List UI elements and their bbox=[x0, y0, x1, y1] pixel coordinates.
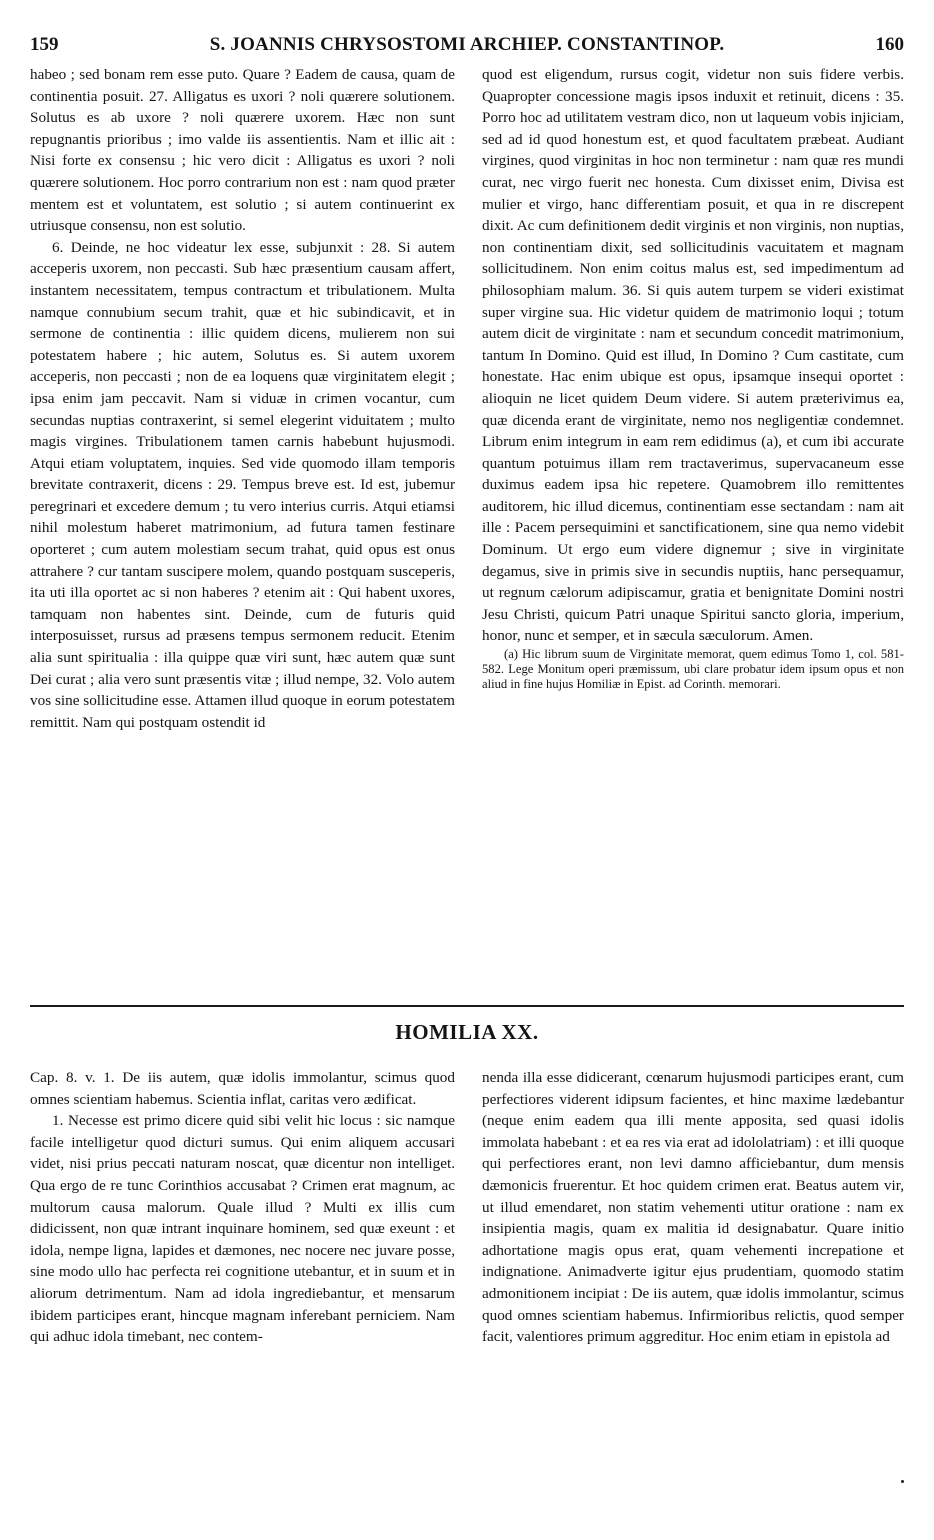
column-bottom-right bbox=[482, 1067, 904, 1348]
page-header bbox=[30, 34, 904, 58]
column-top-right bbox=[482, 64, 904, 693]
homily-title: HOMILIA XX. bbox=[395, 1020, 539, 1044]
page-number-right: 160 bbox=[875, 34, 904, 55]
running-title: S. JOANNIS CHRYSOSTOMI ARCHIEP. CONSTANTINOP. bbox=[209, 34, 725, 55]
paragraph: nenda illa esse didicerant, cœnarum hujusmodi participes erant, cum perfectiores viderent idipsum facientes, et hinc maxime lædebantur (neque enim eadem qua illi mente apposita, sed quasi idolis immolata habebant : et ea res via erat ad idololatriam) : et illi quoque qui perfectiores erant, non levi damno afficiebantur, dum mensis dæmonicis fruerentur. Et hoc quidem crimen erat. Beatus autem vir, ut illud emendaret, non statim vehementi utitur oratione : nam ex insipientia magis, quam ex malitia id designabatur. Quare initio adhortatione magis opus erat, quam vehementi increpatione et indignatione. Animadverte igitur ejus prudentiam, quomodo statim admonitionem incipiat : De iis autem, quæ idolis immolantur, scimus quod omnes scientiam habemus. Infirmioribus relictis, quod semper facit, valentiores primum aggreditur. Hoc enim etiam in epistola ad bbox=[482, 1069, 904, 1346]
page-number-left: 159 bbox=[30, 34, 59, 55]
paragraph: 1. Necesse est primo dicere quid sibi velit hic locus : sic namque facile intelligetur quod dicturi sumus. Qui enim aliquem accusari videt, nisi prius peccati naturam noscat, quæ dicentur non intelliget. Qua ergo de re tunc Corinthios accusabat ? Crimen erat magnum, ac multorum causa malorum. Quale illud ? Multi ex illis cum didicissent, non quæ intrant inquinare hominem, sed quæ exeunt : et idola, nempe ligna, lapides et dæmones, nec nocere nec juvare posse, sine modo ullo hac perfecta rei cognitione utebantur, et in suum et in aliorum detrimentum. Nam ad idola ingrediebantur, et mensarum ibidem participes erant, hincque magnam inferebant perniciem. Nam qui adhuc idola timebant, nec contem- bbox=[30, 1112, 455, 1346]
chapter-heading: Cap. 8. v. 1. De iis autem, quæ idolis immolantur, scimus quod omnes scientiam habemus. Scientia inflat, caritas vero ædificat. bbox=[30, 1069, 455, 1108]
print-mark bbox=[901, 1480, 904, 1483]
paragraph: 6. Deinde, ne hoc videatur lex esse, subjunxit : 28. Si autem acceperis uxorem, non peccasti. Sub hæc præsentium causam affert, instantem necessitatem, tempus contractum et tribulationem. Multa namque connubium secum trahit, quæ et hic subindicavit, et in sermone de continentia : illic quidem dicens, mulierem non sui potestatem habere ; hic autem, Solutus es. Si autem uxorem acceperis, non peccasti ; non de ea loquens quæ virginitatem elegit ; ipsa enim jam peccavit. Nam si viduæ in crimen vocantur, cum secundas nuptias contraxerint, si semel elegerint viduitatem ; multo magis virgines. Tribulationem tamen carnis habebunt hujusmodi. Atqui etiam voluptatem, inquies. Sed vide quomodo illam temporis brevitate contraxerit, dicens : 29. Tempus breve est. Id est, jubemur peregrinari et excedere demum ; tu vero interius curris. Atqui etiamsi nihil molestum haberet matrimonium, ad futura tamen festinare oporteret ; cum autem molestiam secum trahat, quid opus est onus attrahere ? cur tantam suscipere molem, quando postquam susceperis, ita uti illa oportet ac si non haberes ? etenim ait : Qui habent uxores, tamquam non habentes sint. Deinde, cum de futuris quid interposuisset, rursus ad præsens tempus sermonem reducit. Etenim alia sunt spiritualia : illa quippe quæ viri sunt, hæc autem quæ sunt Dei curat ; alia vero sunt præsentis vitæ ; illud nempe, 32. Volo autem vos sine sollicitudine esse. Attamen illud quoque in eorum potestatem remittit. Nam qui postquam ostendit id bbox=[30, 238, 455, 731]
section-divider bbox=[30, 1005, 904, 1007]
paragraph: quod est eligendum, rursus cogit, videtur non suis fidere verbis. Quapropter concessione magis ipsos induxit et retinuit, dicens : 35. Porro hoc ad utilitatem vestram dico, non ut laqueum vobis injiciam, sed ad id quod honestum est, et quod facultatem præbeat. Audiant virgines, quod virginitas in hoc non terminetur : nam quæ res mundi curat, nec virgo fuerit nec honesta. Cum dixisset enim, Divisa est mulier et virgo, hanc differentiam posuit, et qua in re discrepent dixit. Ac cum definitionem dedit virginis et non virginis, non nuptias, non continentiam dixit, sed sollicitudinis vacuitatem et magnam sollicitudinem. Non enim coitus malus est, sed impedimentum ad philosophiam malum. 36. Si quis autem turpem se videri existimat super virgine sua. Hic videtur quidem de matrimonio loqui ; totum autem dicit de virginitate : nam et secundum concedit matrimonium, tantum In Domino. Quid est illud, In Domino ? Cum castitate, cum honestate. Hac enim ubique est opus, ipsamque insequi oportet : alioquin ne licet quidem Deum videre. Si autem præterivimus ea, quæ dicenda erant de virginitate, nemo nos negligentiæ condemnet. Librum enim integrum in eam rem edidimus (a), et cum ibi accurate quantum potuimus illam rem tractaverimus, supervacaneum esse duximus eadem ipsa hic repetere. Quamobrem illo remittentes auditorem, hic illud dicemus, continentiam esse sectandam : nam ait ille : Pacem persequimini et sanctificationem, sine qua nemo videbit Dominum. Ut ergo eum videre dignemur ; sive in virginitate degamus, sive in primis sive in secundis nuptiis, hanc persequamur, ut regnum cælorum adipiscamur, gratia et benignitate Domini nostri Jesu Christi, quicum Patri unaque Spiritui sancto gloria, imperium, honor, nunc et semper, et in sæcula sæculorum. Amen. bbox=[482, 66, 904, 645]
column-bottom-left bbox=[30, 1067, 455, 1348]
footnote: (a) Hic librum suum de Virginitate memorat, quem edimus Tomo 1, col. 581-582. Lege Monitum operi præmissum, ubi clare probatur idem ipsum opus et non aliud in fine hujus Homiliæ in Epist. ad Corinth. memorari. bbox=[482, 647, 904, 692]
column-top-left bbox=[30, 64, 455, 733]
paragraph: habeo ; sed bonam rem esse puto. Quare ? Eadem de causa, quam de continentia posuit. 27. Alligatus es uxori ? noli quærere solutionem. Solutus es ab uxore ? noli quærere uxorem. Hæc non sunt repugnantis prioribus ; imo valde iis assentientis. Nam et illic ait : Nisi forte ex consensu ; hic vero dicit : Alligatus es uxori ? noli quærere solutionem. Hoc porro contrarium non est : nam quod præter mentem est et voluntatem, est solutio ; si autem continuerint ex utriusque consensu, non est solutio. bbox=[30, 66, 455, 235]
